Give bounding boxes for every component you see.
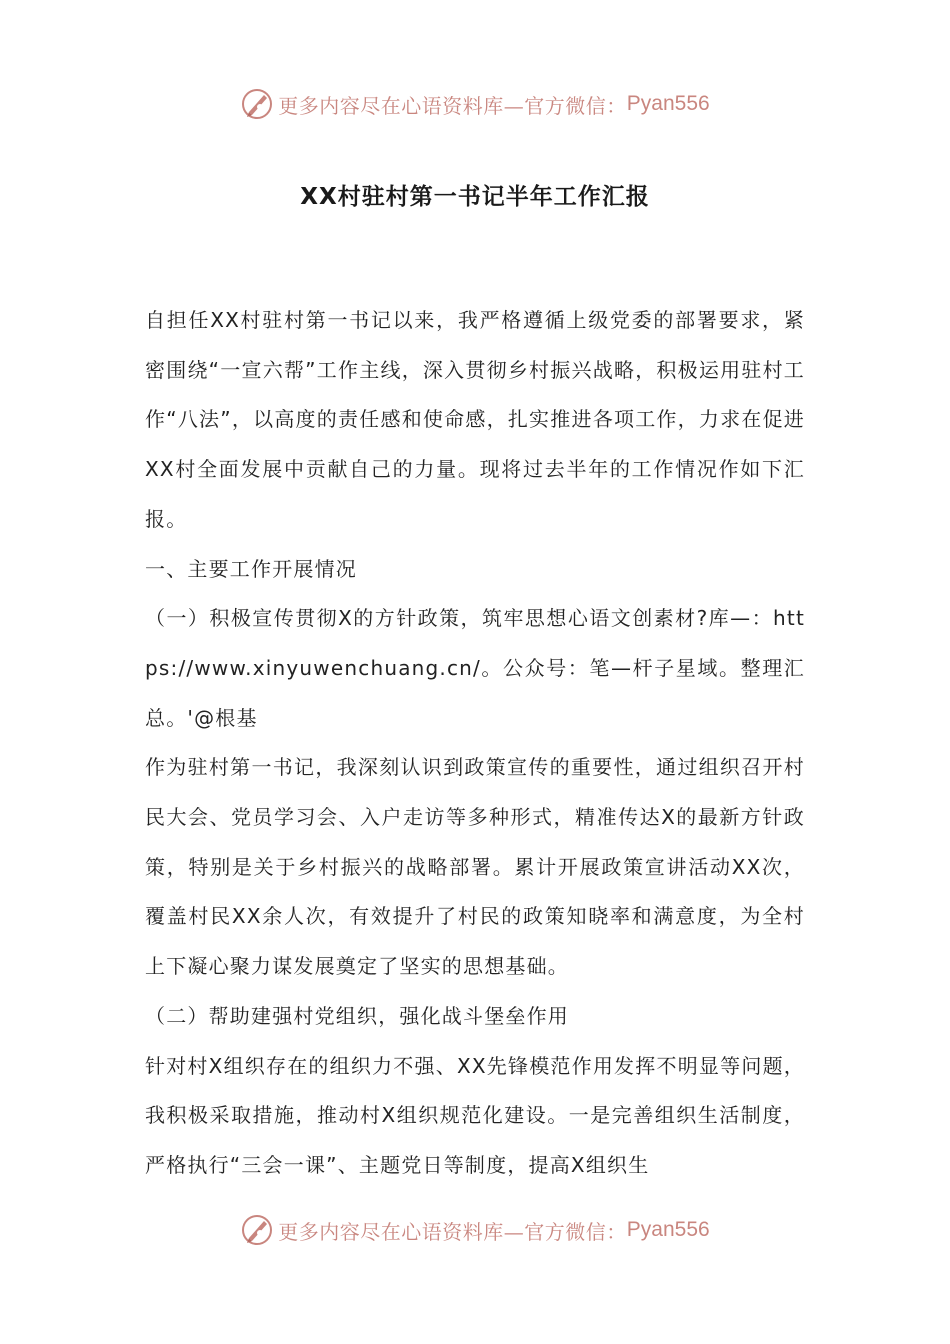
- document-body: [145, 296, 805, 1191]
- watermark-text: 更多内容尽在心语资料库—官方微信：: [278, 1219, 627, 1244]
- pen-logo-icon: [240, 1213, 274, 1247]
- subsection-heading-1: （一）积极宣传贯彻X的方针政策，筑牢思想心语文创素材?库—：https://www.xinyuwenchuang.cn/。公众号：笔—杆子星域。整理汇总。'@根基: [145, 606, 805, 730]
- paragraph-intro: 自担任XX村驻村第一书记以来，我严格遵循上级党委的部署要求，紧密围绕“一宣六帮”工作主线，深入贯彻乡村振兴战略，积极运用驻村工作“八法”，以高度的责任感和使命感，扎实推进各项工作，力求在促进XX村全面发展中贡献自己的力量。现将过去半年的工作情况作如下汇报。: [145, 308, 805, 531]
- paragraph-party-building: 针对村X组织存在的组织力不强、XX先锋模范作用发挥不明显等问题，我积极采取措施，推动村X组织规范化建设。一是完善组织生活制度，严格执行“三会一课”、主题党日等制度，提高X组织生: [145, 1053, 805, 1177]
- watermark-wechat-id: Pyan556: [626, 1218, 710, 1241]
- section-heading-1: 一、主要工作开展情况: [145, 556, 357, 581]
- pen-logo-icon: [240, 87, 274, 121]
- watermark-text: 更多内容尽在心语资料库—官方微信：: [278, 93, 627, 118]
- watermark-footer: [0, 1208, 950, 1252]
- paragraph-policy: 作为驻村第一书记，我深刻认识到政策宣传的重要性，通过组织召开村民大会、党员学习会、入户走访等多种形式，精准传达X的最新方针政策，特别是关于乡村振兴的战略部署。累计开展政策宣讲活动XX次，覆盖村民XX余人次，有效提升了村民的政策知晓率和满意度，为全村上下凝心聚力谋发展奠定了坚实的思想基础。: [145, 755, 805, 979]
- watermark-wechat-id: Pyan556: [626, 92, 710, 115]
- watermark-header: [0, 82, 950, 126]
- subsection-heading-2: （二）帮助建强村党组织，强化战斗堡垒作用: [145, 1003, 569, 1028]
- document-title: XX村驻村第一书记半年工作汇报: [300, 184, 650, 210]
